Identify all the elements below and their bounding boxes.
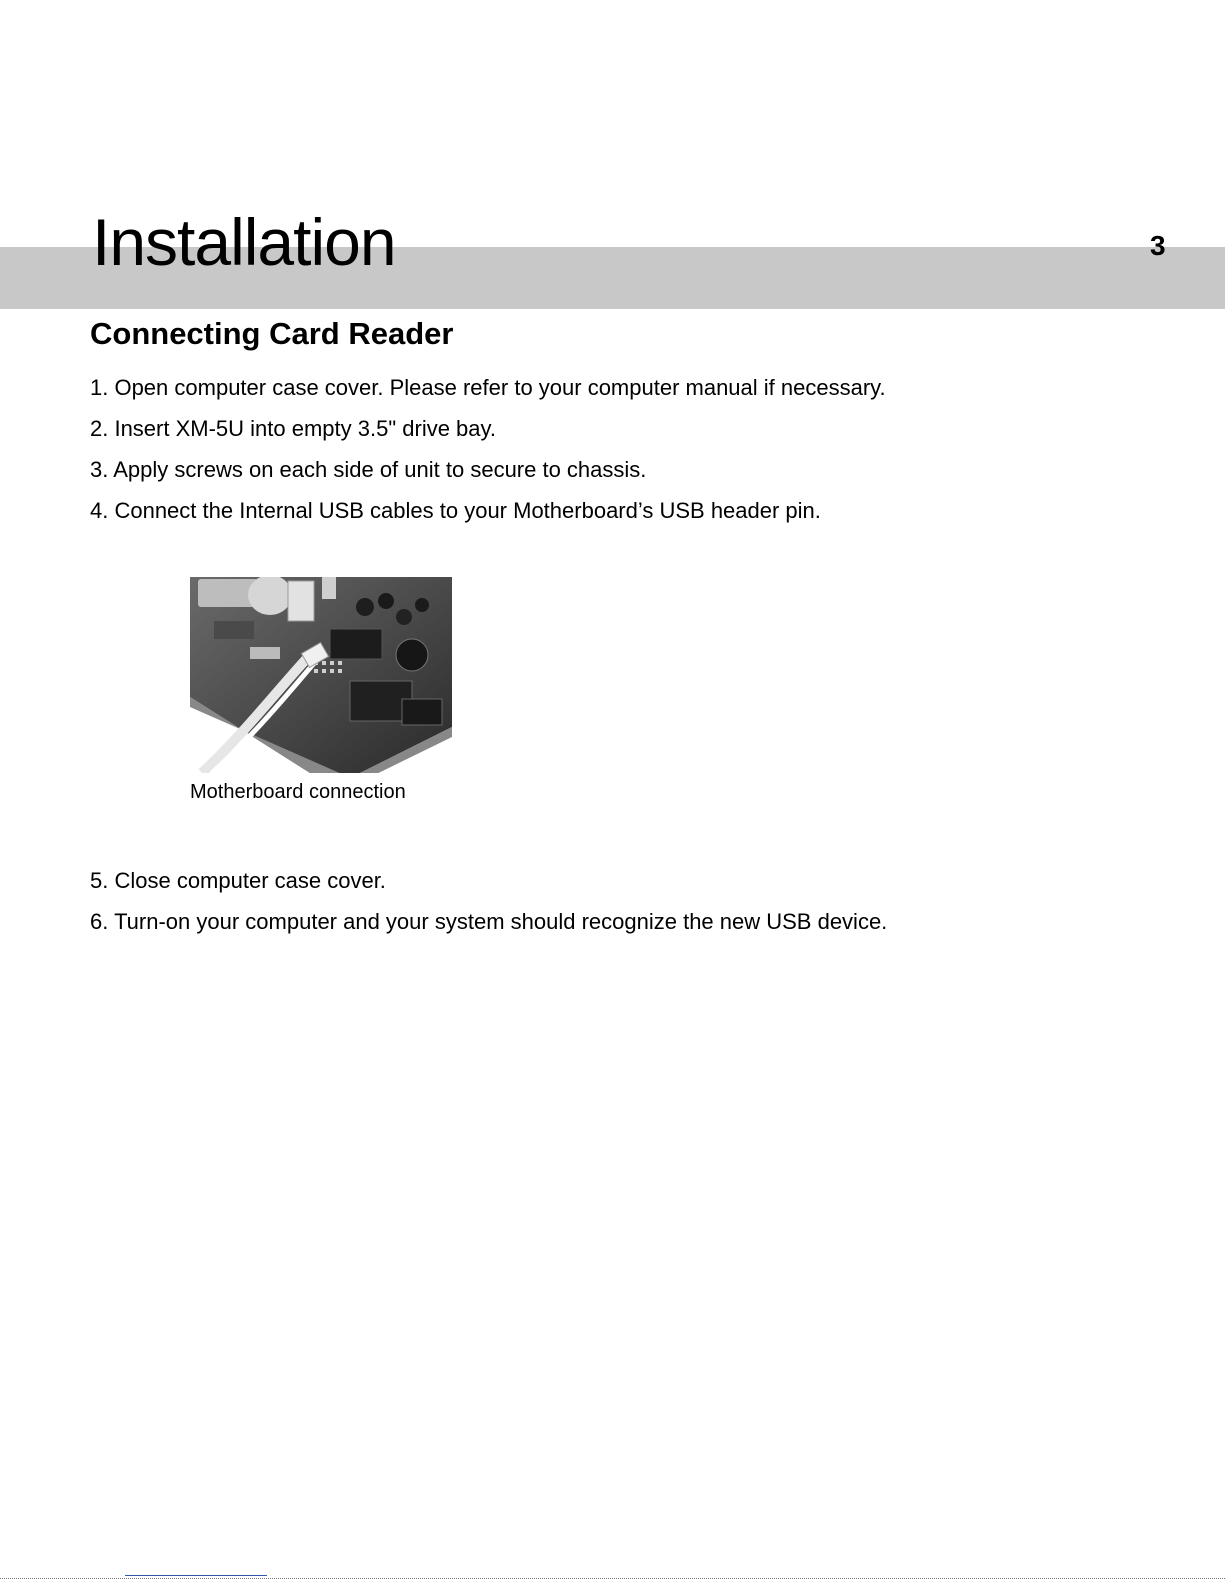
steps-list-after-figure [90,860,1170,942]
motherboard-figure [190,577,452,804]
step-3: 3. Apply screws on each side of unit to secure to chassis. [90,457,647,482]
section-heading: Connecting Card Reader [90,316,454,351]
footer-underline [125,1575,267,1576]
step-1: 1. Open computer case cover. Please refer to your computer manual if necessary. [90,375,886,400]
page-title: Installation [92,205,396,279]
step-6: 6. Turn-on your computer and your system should recognize the new USB device. [90,909,888,934]
footer-divider [0,1578,1225,1579]
page-number: 3 [1150,230,1166,261]
step-4: 4. Connect the Internal USB cables to your Motherboard’s USB header pin. [90,498,821,523]
figure-caption: Motherboard connection [190,781,406,803]
step-5: 5. Close computer case cover. [90,868,386,893]
step-2: 2. Insert XM-5U into empty 3.5" drive bay. [90,416,497,441]
motherboard-photo-icon [190,577,452,773]
steps-list-before-figure [90,367,1170,531]
